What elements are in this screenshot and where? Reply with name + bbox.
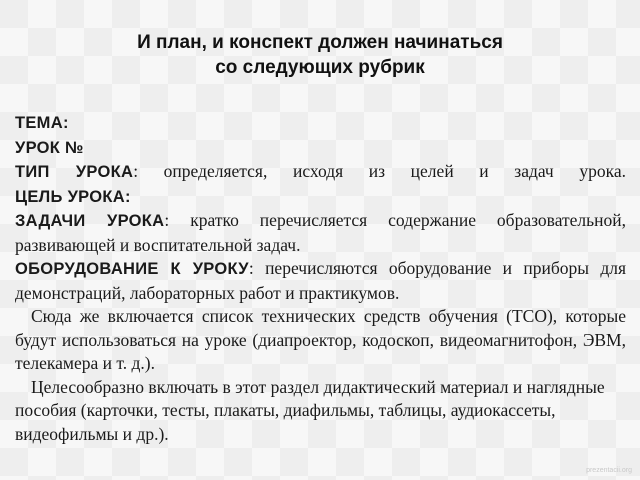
slide-content xyxy=(15,111,626,446)
oborud-text: : перечисляются оборудование и приборы для демонстраций, лабораторных работ и практикумов. xyxy=(15,258,627,303)
tema-label: ТЕМА: xyxy=(15,114,69,132)
title-line-2: со следующих рубрик xyxy=(215,57,425,78)
title-line-1: И план, и конспект должен начинаться xyxy=(137,32,503,53)
item-urok xyxy=(15,136,626,161)
item-tema xyxy=(15,111,626,136)
zadachi-text: : кратко перечисляется содержание образовательной, развивающей и воспитательной задач. xyxy=(15,210,626,255)
watermark: prezentacii.org xyxy=(586,467,632,474)
tip-text: : определяется, исходя из целей и задач урока. xyxy=(133,161,626,181)
paragraph-tso: Сюда же включается список технических средств обучения (ТСО), которые будут использоваться на уроке (диапроектор, кодоскоп, видеомагнитофон, ЭВМ, телекамера и т. д.). xyxy=(15,306,626,373)
zadachi-label: ЗАДАЧИ УРОКА xyxy=(15,212,165,230)
urok-label: УРОК № xyxy=(15,138,84,157)
item-zadachi xyxy=(15,209,626,257)
item-cel xyxy=(15,185,626,210)
slide-title xyxy=(40,30,600,80)
tip-label: ТИП УРОКА xyxy=(15,163,134,181)
paragraph-didactic: Целесообразно включать в этот раздел дидактический материал и наглядные пособия (карточки, тесты, плакаты, диафильмы, таблицы, аудиокассеты, видеофильмы и др.). xyxy=(15,376,605,444)
item-oborud xyxy=(15,257,626,305)
oborud-label: ОБОРУДОВАНИЕ К УРОКУ xyxy=(15,260,249,278)
cel-label: ЦЕЛЬ УРОКА: xyxy=(15,187,131,206)
item-tip xyxy=(15,160,626,185)
